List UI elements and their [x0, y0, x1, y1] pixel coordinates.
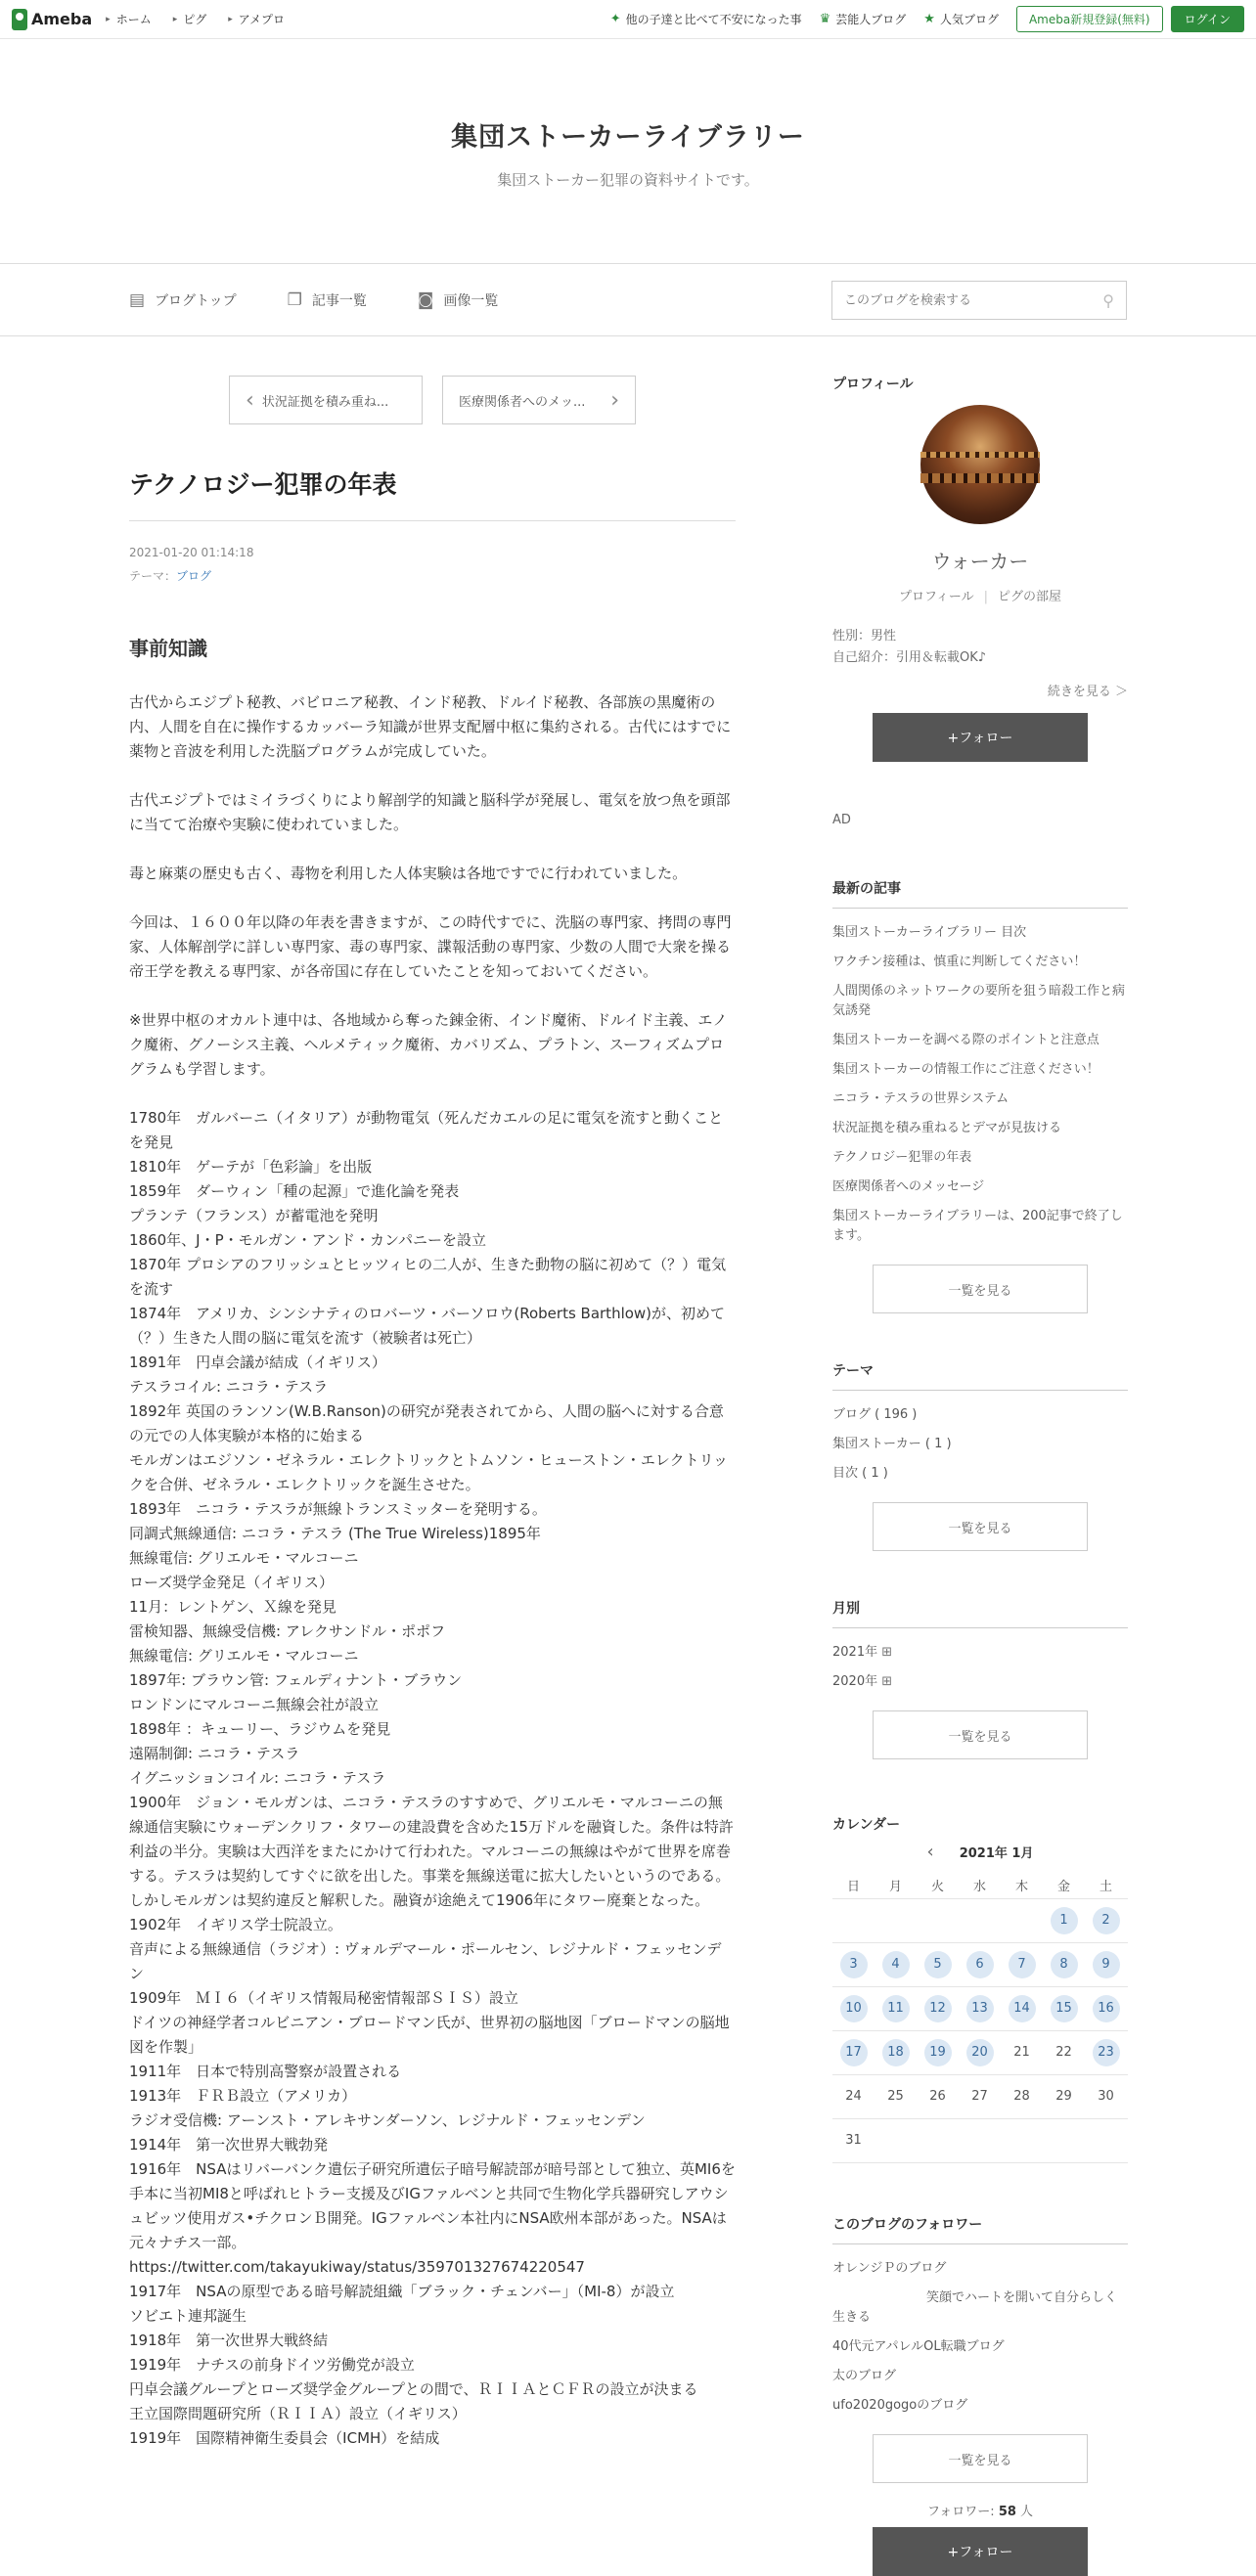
login-button[interactable]: ログイン: [1171, 6, 1244, 32]
calendar-cell: [1043, 2083, 1085, 2110]
recent-entry-link[interactable]: 集団ストーカーライブラリーは、200記事で終了します。: [832, 1209, 1123, 1243]
followers-list: [832, 2254, 1128, 2421]
entry-paragraph: ※世界中枢のオカルト連中は、各地域から奪った錬金術、インド魔術、ドルイド主義、エノク魔術、グノーシス主義、ヘルメティック魔術、カバリズム、プラトン、スーフィズムプログラムも学習します。: [129, 1011, 728, 1078]
calendar-cell: [832, 1995, 875, 2022]
copy-icon: ❐: [287, 289, 302, 310]
timeline-item: 1916年 NSAはリバーバンク遺伝子研究所遺伝子暗号解読部が暗号部として独立、英MI6を手本に当初MI8と呼ばれヒトラー支援及びIGファルベンと共同で生物化学兵器研究しアウシュビッツ使用ガス•チクロンＢ開発。IGファルベン本社内にNSA欧州本部があった。NSAは元々ナチス一部。: [129, 2160, 736, 2251]
register-button[interactable]: Ameba新規登録(無料): [1016, 6, 1163, 32]
chevron-right-icon: ▸: [172, 14, 178, 24]
timeline-item: ドイツの神経学者コルビニアン・ブロードマン氏が、世界初の脳地図「ブロードマンの脳地図を作製」: [129, 2014, 730, 2056]
recent-entry-link[interactable]: 集団ストーカーライブラリー 目次: [832, 925, 1027, 940]
document-icon: ▤: [129, 289, 146, 310]
calendar-day: 31: [845, 2133, 862, 2148]
section-heading: 事前知識: [129, 637, 207, 660]
timeline-item: テスラコイル: ニコラ・テスラ: [129, 1378, 329, 1396]
theme-more-button[interactable]: 一覧を見る: [873, 1502, 1088, 1551]
recent-entry-link[interactable]: 医療関係者へのメッセージ: [832, 1179, 985, 1194]
global-nav-pigg[interactable]: ▸ ピグ: [172, 13, 207, 26]
calendar-day[interactable]: 5: [924, 1951, 952, 1978]
recent-entries-list: [832, 918, 1128, 1251]
calendar-cell: [959, 1995, 1001, 2022]
next-entry-link[interactable]: 医療関係者へのメッ... ›: [442, 376, 636, 424]
calendar-dow: 土: [1099, 1880, 1112, 1894]
recent-entry-link[interactable]: 状況証拠を積み重ねるとデマが見抜ける: [832, 1121, 1062, 1135]
sparkle-icon: ✦: [609, 12, 621, 26]
timeline-item: 同調式無線通信: ニコラ・テスラ (The True Wireless)1895年: [129, 1525, 541, 1542]
calendar-dow: 火: [930, 1880, 944, 1894]
timeline-item: 1918年 第一次世界大戦終結: [129, 2332, 329, 2349]
theme-link[interactable]: ブログ ( 196 ): [832, 1407, 918, 1422]
calendar-cell: [959, 1951, 1001, 1978]
calendar-month: 2021年 1月: [959, 1846, 1034, 1861]
calendar-cell: [832, 2083, 875, 2110]
calendar-week: [832, 1899, 1128, 1943]
timeline-item: 1914年 第一次世界大戦勃発: [129, 2136, 329, 2154]
calendar-cell: [875, 2083, 917, 2110]
nav-image-list[interactable]: ◙ 画像一覧: [417, 289, 499, 310]
profile-intro: 自己紹介：引用＆転載OK♪: [832, 650, 987, 665]
global-nav: [106, 11, 285, 27]
calendar-cell: [959, 2083, 1001, 2110]
monthly-list: [832, 1638, 1128, 1697]
recent-entry-link[interactable]: テクノロジー犯罪の年表: [832, 1150, 972, 1165]
blog-search-input[interactable]: [844, 293, 1102, 308]
recent-entries-section: [832, 878, 1128, 1313]
calendar-section: [832, 1814, 1128, 2163]
recent-entry-link[interactable]: ワクチン接種は、慎重に判断してください！: [832, 955, 1087, 969]
calendar-cell: [1001, 1951, 1043, 1978]
followers-heading: このブログのフォロワー: [832, 2214, 1128, 2244]
global-nav-amepro[interactable]: ▸ アメプロ: [228, 13, 286, 26]
search-icon[interactable]: ⚲: [1102, 290, 1114, 310]
divider: |: [983, 590, 989, 604]
main-column: [129, 336, 736, 2451]
calendar-cell: [1043, 2039, 1085, 2066]
calendar-day: 21: [1013, 2045, 1030, 2060]
timeline-item: イグニッションコイル: ニコラ・テスラ: [129, 1769, 386, 1787]
calendar-cell: [1085, 1951, 1127, 1978]
timeline-item: 1902年 イギリス学士院設立。: [129, 1916, 342, 1933]
followers-section: [832, 2214, 1128, 2576]
theme-link[interactable]: 目次 ( 1 ): [832, 1466, 888, 1481]
calendar-cell: [917, 2039, 959, 2066]
calendar-day[interactable]: 3: [840, 1951, 868, 1978]
timeline-item: ローズ奨学金発足（イギリス）: [129, 1574, 334, 1591]
profile-gender: 性別：男性: [832, 629, 897, 644]
expand-icon[interactable]: ⊞: [877, 1674, 893, 1689]
calendar-cell: [917, 1995, 959, 2022]
calendar-day[interactable]: 19: [924, 2039, 952, 2066]
calendar-cell: [1001, 1995, 1043, 2022]
blog-title[interactable]: 集団ストーカーライブラリー: [451, 122, 805, 153]
timeline-item: 1917年 NSAの原型である暗号解読組織「ブラック・チェンバー」（MI-8）が設立: [129, 2283, 675, 2300]
follower-item[interactable]: 笑顔でハートを開いて自分らしく生きる: [832, 2290, 1118, 2325]
chevron-right-icon: ▸: [228, 14, 233, 24]
timeline-item: 1913年 ＦＲＢ設立（アメリカ）: [129, 2087, 357, 2105]
calendar-cell: [1043, 1907, 1085, 1934]
follow-button[interactable]: +フォロー: [873, 713, 1088, 762]
calendar-cell: [1085, 1995, 1127, 2022]
calendar-day[interactable]: 4: [882, 1951, 910, 1978]
prev-entry-link[interactable]: ‹ 状況証拠を積み重ね...: [229, 376, 423, 424]
calendar-dow: 木: [1014, 1880, 1028, 1894]
calendar-cell: [1085, 1907, 1127, 1934]
calendar-week: [832, 2075, 1128, 2119]
calendar-cell: [917, 2083, 959, 2110]
calendar-day: 24: [845, 2089, 862, 2104]
popular-blog-link[interactable]: ★ 人気ブログ: [923, 12, 999, 26]
calendar-dow-row: [832, 1872, 1128, 1899]
followers-more-button[interactable]: 一覧を見る: [873, 2434, 1088, 2483]
timeline-item: 1919年 ナチスの前身ドイツ労働党が設立: [129, 2356, 415, 2374]
follower-item[interactable]: オレンジＰのブログ: [832, 2261, 947, 2276]
profile-link[interactable]: プロフィール: [898, 590, 974, 604]
timeline-item: 1893年 ニコラ・テスラが無線トランスミッターを発明する。: [129, 1500, 547, 1518]
ameba-logo-icon: [12, 9, 27, 30]
calendar-week: [832, 1943, 1128, 1987]
global-header: [0, 0, 1256, 39]
entry-date: 2021-01-20 01:14:18: [129, 546, 254, 559]
calendar-cell: [1001, 2083, 1043, 2110]
timeline-item: 無線電信: グリエルモ・マルコーニ: [129, 1647, 359, 1665]
calendar-day: 28: [1013, 2089, 1030, 2104]
timeline-item: 1909年 ＭＩ６（イギリス情報局秘密情報部ＳＩＳ）設立: [129, 1989, 518, 2007]
global-header-right: [610, 6, 1244, 32]
calendar-day[interactable]: 8: [1051, 1951, 1078, 1978]
calendar-month-header: [832, 1842, 1128, 1862]
profile-heading: プロフィール: [832, 377, 914, 392]
recent-entry-link[interactable]: 集団ストーカーを調べる際のポイントと注意点: [832, 1033, 1099, 1047]
calendar-day[interactable]: 2: [1093, 1907, 1120, 1934]
calendar-day: 30: [1098, 2089, 1114, 2104]
ad-label: AD: [832, 813, 851, 827]
entry-theme-link[interactable]: ブログ: [176, 569, 212, 583]
recent-entry-link[interactable]: 集団ストーカーの情報工作にご注意ください！: [832, 1062, 1099, 1077]
calendar-day: 22: [1055, 2045, 1072, 2060]
entry-title[interactable]: テクノロジー犯罪の年表: [129, 466, 736, 521]
calendar-day: 29: [1055, 2089, 1072, 2104]
timeline-item: 1911年 日本で特別高警察が設置される: [129, 2063, 402, 2080]
calendar-day[interactable]: 23: [1093, 2039, 1120, 2066]
pigg-room-link[interactable]: ピグの部屋: [998, 590, 1062, 604]
expand-icon[interactable]: ⊞: [877, 1645, 893, 1660]
entry-pager: [129, 376, 736, 424]
calendar-cell: [832, 1951, 875, 1978]
avatar[interactable]: [920, 405, 1040, 524]
calendar-week: [832, 2031, 1128, 2075]
ameba-logo[interactable]: Ameba: [12, 9, 92, 30]
calendar-day[interactable]: 6: [966, 1951, 994, 1978]
timeline-item: ソビエト連邦誕生: [129, 2307, 247, 2325]
calendar-heading: カレンダー: [832, 1817, 901, 1833]
timeline-item: プランテ（フランス）が蓄電池を発明: [129, 1207, 379, 1224]
nav-entry-list[interactable]: ❐ 記事一覧: [287, 289, 367, 310]
follower-item[interactable]: 40代元アパレルOL転職ブログ: [832, 2339, 1005, 2354]
calendar-cell: [1001, 2039, 1043, 2066]
timeline-item: 王立国際問題研究所（ＲＩＩＡ）設立（イギリス）: [129, 2405, 467, 2422]
calendar-cell: [832, 2039, 875, 2066]
timeline-item: ラジオ受信機: アーンスト・アレキサンダーソン、レジナルド・フェッセンデン: [129, 2111, 646, 2129]
calendar-day[interactable]: 10: [840, 1995, 868, 2022]
calendar-day[interactable]: 1: [1051, 1907, 1078, 1934]
calendar-day[interactable]: 7: [1009, 1951, 1036, 1978]
timeline-item: 1897年: ブラウン管: フェルディナント・ブラウン: [129, 1671, 463, 1689]
topic-link[interactable]: ✦ 他の子達と比べて不安になった事: [609, 12, 802, 26]
month-link[interactable]: 2020年 ⊞: [832, 1674, 893, 1689]
follow-button-bottom[interactable]: +フォロー: [873, 2527, 1088, 2576]
nav-blog-top[interactable]: ▤ ブログトップ: [129, 289, 237, 310]
calendar-day[interactable]: 12: [924, 1995, 952, 2022]
timeline-item: 1891年 円卓会議が結成（イギリス）: [129, 1354, 386, 1371]
theme-heading: テーマ: [832, 1360, 1128, 1391]
recent-entry-link[interactable]: 人間関係のネットワークの要所を狙う暗殺工作と病気誘発: [832, 984, 1126, 1018]
calendar-day: 25: [887, 2089, 904, 2104]
calendar-cell: [832, 2127, 875, 2154]
theme-list: [832, 1400, 1128, 1488]
timeline-item: 1780年 ガルバーニ（イタリア）が動物電気（死んだカエルの足に電気を流すと動くことを発見: [129, 1109, 724, 1151]
calendar-day[interactable]: 17: [840, 2039, 868, 2066]
timeline-item: 遠隔制御: ニコラ・テスラ: [129, 1745, 300, 1762]
blog-search: [831, 281, 1127, 320]
star-icon: ★: [923, 12, 935, 26]
timeline-item: 1892年 英国のランソン(W.B.Ranson)の研究が発表されてから、人間の脳へに対する合意の元での人体実験が本格的に始まる: [129, 1402, 724, 1444]
entry-paragraph: 古代からエジプト秘教、バビロニア秘教、インド秘教、ドルイド秘教、各部族の黒魔術の内、人間を自在に操作するカッバーラ知識が世界支配層中枢に集約される。古代にはすでに薬物と音波を利用した洗脳プログラムが完成していた。: [129, 693, 732, 760]
crown-icon: ♛: [819, 12, 831, 26]
entry-body: [129, 690, 736, 2451]
calendar-dow: 水: [972, 1880, 986, 1894]
calendar-cell: [1043, 1951, 1085, 1978]
celebrity-blog-link[interactable]: ♛ 芸能人ブログ: [819, 12, 907, 26]
calendar-day[interactable]: 13: [966, 1995, 994, 2022]
calendar-day[interactable]: 20: [966, 2039, 994, 2066]
chevron-right-icon: ▸: [106, 14, 111, 24]
calendar-cell: [1085, 2039, 1127, 2066]
timeline-item: 1860年、J・P・モルガン・アンド・カンパニーを設立: [129, 1231, 486, 1249]
calendar-dow: 月: [888, 1880, 902, 1894]
calendar-cell: [1085, 2083, 1127, 2110]
timeline-item: https://twitter.com/takayukiway/status/359701327674220547: [129, 2258, 585, 2276]
recent-entry-link[interactable]: ニコラ・テスラの世界システム: [832, 1091, 1009, 1106]
monthly-section: [832, 1598, 1128, 1759]
recent-more-button[interactable]: 一覧を見る: [873, 1265, 1088, 1313]
calendar-day: 27: [971, 2089, 988, 2104]
timeline-item: 1898年 ：キューリー、ラジウムを発見: [129, 1720, 391, 1738]
global-nav-home[interactable]: ▸ ホーム: [106, 13, 152, 26]
chevron-right-icon: ›: [610, 387, 619, 413]
timeline-item: 1870年 プロシアのフリッシュとヒッツィヒの二人が、生きた動物の脳に初めて（？）電気を流す: [129, 1256, 727, 1298]
calendar-dow: 日: [846, 1880, 860, 1894]
follower-item[interactable]: 太のブログ: [832, 2369, 897, 2383]
timeline-list: [129, 1106, 736, 2451]
timeline-item: ロンドンにマルコーニ無線会社が設立: [129, 1696, 380, 1713]
calendar-day[interactable]: 14: [1009, 1995, 1036, 2022]
chevron-left-icon: ‹: [246, 387, 254, 413]
calendar-week: [832, 2119, 1128, 2163]
calendar-cell: [875, 1995, 917, 2022]
chevron-left-icon[interactable]: ‹: [926, 1842, 934, 1862]
calendar-cell: [1043, 1995, 1085, 2022]
timeline-item: モルガンはエジソン・ゼネラル・エレクトリックとトムソン・ヒューストン・エレクトリックを合併、ゼネラル・エレクトリックを誕生させた。: [129, 1451, 729, 1493]
calendar-day: 26: [929, 2089, 946, 2104]
theme-link[interactable]: 集団ストーカー ( 1 ): [832, 1437, 952, 1451]
calendar-day[interactable]: 15: [1051, 1995, 1078, 2022]
profile-name[interactable]: ウォーカー: [931, 550, 1029, 573]
timeline-item: 1859年 ダーウィン「種の起源」で進化論を発表: [129, 1182, 460, 1200]
timeline-item: 1919年 国際精神衛生委員会（ICMH）を結成: [129, 2429, 440, 2447]
theme-section: [832, 1360, 1128, 1551]
blog-description: 集団ストーカー犯罪の資料サイトです。: [497, 171, 759, 189]
calendar-dow: 金: [1056, 1880, 1070, 1894]
calendar-day[interactable]: 9: [1093, 1951, 1120, 1978]
timeline-item: 無線電信: グリエルモ・マルコーニ: [129, 1549, 359, 1567]
calendar-day[interactable]: 11: [882, 1995, 910, 2022]
entry-paragraph: 今回は、１６００年以降の年表を書きますが、この時代すでに、洗脳の専門家、拷問の専門家、人体解剖学に詳しい専門家、毒の専門家、諜報活動の専門家、少数の人間で大衆を操る帝王学を教える専門家、が各帝国に存在していたことを知っておいてください。: [129, 913, 732, 980]
timeline-item: 雷検知器、無線受信機: アレクサンドル・ポポフ: [129, 1622, 446, 1640]
calendar-cell: [875, 2039, 917, 2066]
blog-header: [0, 39, 1256, 264]
calendar-cell: [959, 2039, 1001, 2066]
entry-paragraph: 古代エジプトではミイラづくりにより解剖学的知識と脳科学が発展し、電気を放つ魚を頭部に当てて治療や実験に使われていました。: [129, 791, 731, 833]
camera-icon: ◙: [417, 289, 434, 310]
followers-count: フォロワー: 58 人: [926, 2505, 1034, 2519]
profile-links: [832, 586, 1128, 604]
calendar-cell: [875, 1951, 917, 1978]
timeline-item: 1810年 ゲーテが「色彩論」を出版: [129, 1158, 373, 1176]
entry-meta: [129, 541, 736, 588]
month-link[interactable]: 2021年 ⊞: [832, 1645, 893, 1660]
profile-info: [832, 626, 1128, 669]
calendar-day[interactable]: 16: [1093, 1995, 1120, 2022]
timeline-item: 音声による無線通信（ラジオ）: ヴォルデマール・ポールセン、レジナルド・フェッセンデン: [129, 1940, 722, 1982]
sidebar: [832, 336, 1128, 2576]
profile-section: [832, 374, 1128, 762]
timeline-item: 1874年 アメリカ、シンシナティのロバーツ・バーソロウ(Roberts Barthlow)が、初めて（？）生きた人間の脳に電気を流す（被験者は死亡）: [129, 1305, 726, 1347]
entry-paragraph: 毒と麻薬の歴史も古く、毒物を利用した人体実験は各地ですでに行われていました。: [129, 865, 688, 882]
timeline-item: 1900年 ジョン・モルガンは、ニコラ・テスラのすすめで、グリエルモ・マルコーニの無線通信実験にウォーデンクリフ・タワーの建設費を含めた15万ドルを融資した。条件は特許利益の半分。実験は大西洋をまたにかけて行われた。マルコーニの無線はやがて世界を席巻する。テスラは契約してすぐに欲を出した。事業を無線送電に拡大したいというのである。しかしモルガンは契約違反と解釈した。融資が途絶えて1906年にタワー廃棄となった。: [129, 1794, 734, 1909]
timeline-item: 円卓会議グループとローズ奨学金グループとの間で、ＲＩＩＡとＣＦＲの設立が決まる: [129, 2380, 698, 2398]
follower-item[interactable]: ufo2020gogoのブログ: [832, 2398, 968, 2413]
monthly-more-button[interactable]: 一覧を見る: [873, 1710, 1088, 1759]
recent-entries-heading: 最新の記事: [832, 878, 1128, 909]
monthly-heading: 月別: [832, 1598, 1128, 1628]
calendar-day[interactable]: 18: [882, 2039, 910, 2066]
calendar-week: [832, 1987, 1128, 2031]
blog-nav: [0, 264, 1256, 336]
entry-theme: テーマ：ブログ: [129, 569, 212, 583]
timeline-item: 11月：レントゲン、Ｘ線を発見: [129, 1598, 336, 1616]
profile-more-link[interactable]: 続きを見る ＞: [1047, 685, 1128, 699]
calendar-grid: [832, 1872, 1128, 2163]
calendar-cell: [917, 1951, 959, 1978]
